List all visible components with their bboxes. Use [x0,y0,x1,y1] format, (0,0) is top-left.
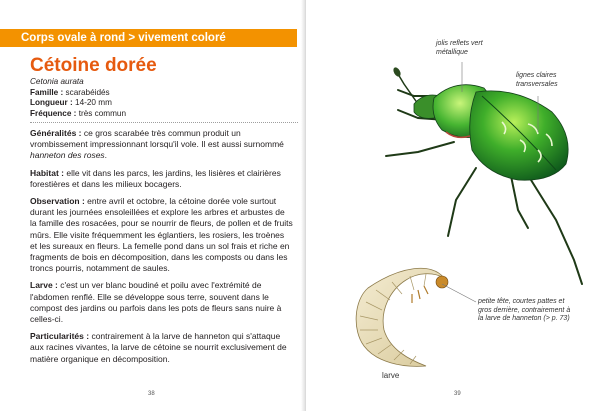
length-label: Longueur : [30,98,73,108]
section-text: contrairement à la larve de hanneton qui s'attaque aux racines vivantes, la larve de cétoine se nourrit exclusivement de matière organique en décomposition. [30,331,287,364]
beetle-antennae [392,66,418,104]
section-label: Habitat : [30,167,64,178]
description-body [30,128,293,371]
section-label: Généralités : [30,128,82,138]
family-line [30,88,126,99]
frequency-value: très commun [78,108,127,118]
page-number-right: 39 [454,391,461,397]
length-value: 14-20 mm [75,98,112,108]
section-text: elle vit dans les parcs, les jardins, les lisières et clairières forestières et dans les milieux bocagers. [30,167,281,189]
section-habitat [30,168,293,190]
section-label: Particularités : [30,331,90,342]
beetle-illustration [386,66,582,284]
larva-legs [412,286,428,303]
category-band: Corps ovale à rond > vivement coloré [0,29,297,47]
annotation-larve: larve [382,371,400,380]
frequency-line [30,109,126,120]
illustrations [306,0,610,411]
section-end: . [104,150,108,161]
section-observation [30,196,293,274]
annotation-lignes: lignes claires transversales [516,72,558,88]
annotation-tete: petite tête, courtes pattes et gros derrière, contrairement à la larve de hanneton (> p. 73) [478,298,571,323]
length-line [30,98,126,109]
section-text: entre avril et octobre, la cétoine dorée vole surtout durant les journées ensoleillées et explore les arbres et arbustes de la famille des rosacées, pour se nourrir de fleurs, de pollen et de fruits mûrs. Elle visite fréquemment les églantiers, les rosiers, les troènes et les sureaux en fleurs. La femelle pond dans un sol frais et riche en fragments de bois en décomposition, dans les composts ou dans les troncs pourris, notamment de saules. [30,196,293,274]
left-page [0,0,304,411]
species-meta [30,77,126,119]
larva-illustration [356,268,448,366]
divider [30,122,298,123]
section-particularites [30,331,293,365]
latin-name: Cetonia aurata [30,77,84,86]
section-text: ce gros scarabée très commun produit un vrombissement impressionnant lorsqu'il vole. Il est aussi surnommé [30,128,284,150]
family-label: Famille : [30,87,64,97]
annotation-reflets: jolis reflets vert métallique [436,40,483,56]
section-text: c'est un ver blanc boudiné et poilu avec l'extrémité de l'abdomen renflé. Elle se développe sous terre, souvent dans le compost des jardins ou parfois dans les pots de fleurs sans nuire à celles-ci. [30,280,282,325]
right-page [306,0,610,411]
section-larve [30,280,293,325]
larva-body [356,268,444,366]
species-name: Cétoine dorée [30,55,157,76]
page-number-left: 38 [148,391,155,397]
section-label: Observation : [30,196,85,207]
frequency-label: Fréquence : [30,108,77,118]
section-label: Larve : [30,280,58,291]
section-italic: hanneton des roses [30,150,105,161]
family-value: scarabéidés [65,87,110,97]
section-generalites [30,128,293,162]
